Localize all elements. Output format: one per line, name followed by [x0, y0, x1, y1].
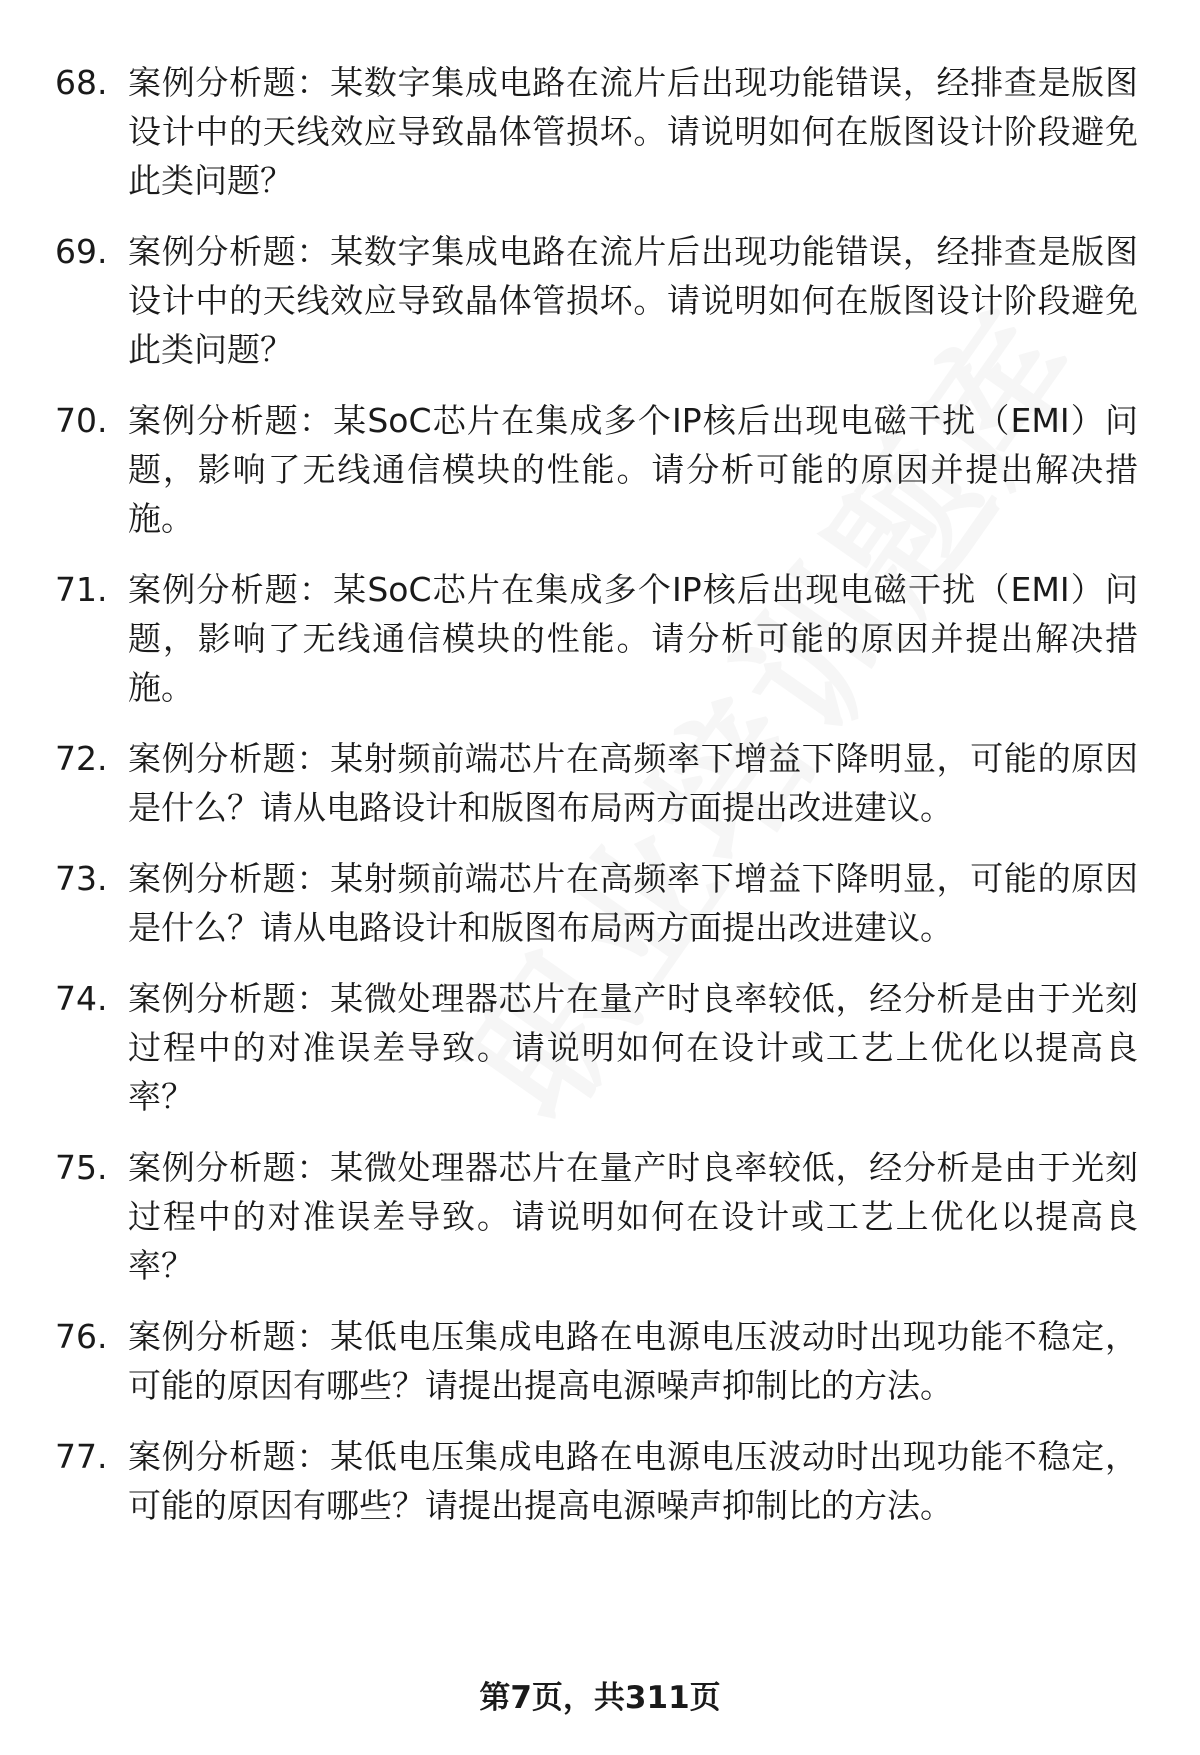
question-text: 案例分析题：某SoC芯片在集成多个IP核后出现电磁干扰（EMI）问题，影响了无线通信模块的性能。请分析可能的原因并提出解决措施。: [128, 401, 1138, 538]
question-item: [0, 565, 1200, 712]
question-item: [0, 58, 1200, 205]
question-text: 案例分析题：某数字集成电路在流片后出现功能错误，经排查是版图设计中的天线效应导致晶体管损坏。请说明如何在版图设计阶段避免此类问题？: [128, 232, 1138, 369]
question-number: 76.: [55, 1317, 108, 1356]
question-text: 案例分析题：某射频前端芯片在高频率下增益下降明显，可能的原因是什么？请从电路设计和版图布局两方面提出改进建议。: [128, 739, 1138, 827]
question-item: [0, 854, 1200, 952]
question-text: 案例分析题：某SoC芯片在集成多个IP核后出现电磁干扰（EMI）问题，影响了无线通信模块的性能。请分析可能的原因并提出解决措施。: [128, 570, 1138, 707]
question-item: [0, 396, 1200, 543]
question-item: [0, 1432, 1200, 1530]
question-number: 70.: [55, 401, 108, 440]
question-number: 75.: [55, 1148, 108, 1187]
question-text: 案例分析题：某低电压集成电路在电源电压波动时出现功能不稳定，可能的原因有哪些？请提出提高电源噪声抑制比的方法。: [128, 1317, 1138, 1405]
question-item: [0, 1312, 1200, 1410]
question-number: 68.: [55, 63, 108, 102]
question-item: [0, 1143, 1200, 1290]
question-text: 案例分析题：某数字集成电路在流片后出现功能错误，经排查是版图设计中的天线效应导致晶体管损坏。请说明如何在版图设计阶段避免此类问题？: [128, 63, 1138, 200]
question-number: 74.: [55, 979, 108, 1018]
question-number: 73.: [55, 859, 108, 898]
question-number: 72.: [55, 739, 108, 778]
page-footer: 第7页，共311页: [479, 1680, 721, 1716]
question-item: [0, 227, 1200, 374]
question-text: 案例分析题：某低电压集成电路在电源电压波动时出现功能不稳定，可能的原因有哪些？请提出提高电源噪声抑制比的方法。: [128, 1437, 1138, 1525]
question-number: 69.: [55, 232, 108, 271]
question-number: 71.: [55, 570, 108, 609]
question-list: [0, 58, 1200, 1552]
question-item: [0, 974, 1200, 1121]
question-item: [0, 734, 1200, 832]
question-number: 77.: [55, 1437, 108, 1476]
question-text: 案例分析题：某射频前端芯片在高频率下增益下降明显，可能的原因是什么？请从电路设计和版图布局两方面提出改进建议。: [128, 859, 1138, 947]
question-text: 案例分析题：某微处理器芯片在量产时良率较低，经分析是由于光刻过程中的对准误差导致。请说明如何在设计或工艺上优化以提高良率？: [128, 979, 1138, 1116]
question-text: 案例分析题：某微处理器芯片在量产时良率较低，经分析是由于光刻过程中的对准误差导致。请说明如何在设计或工艺上优化以提高良率？: [128, 1148, 1138, 1285]
